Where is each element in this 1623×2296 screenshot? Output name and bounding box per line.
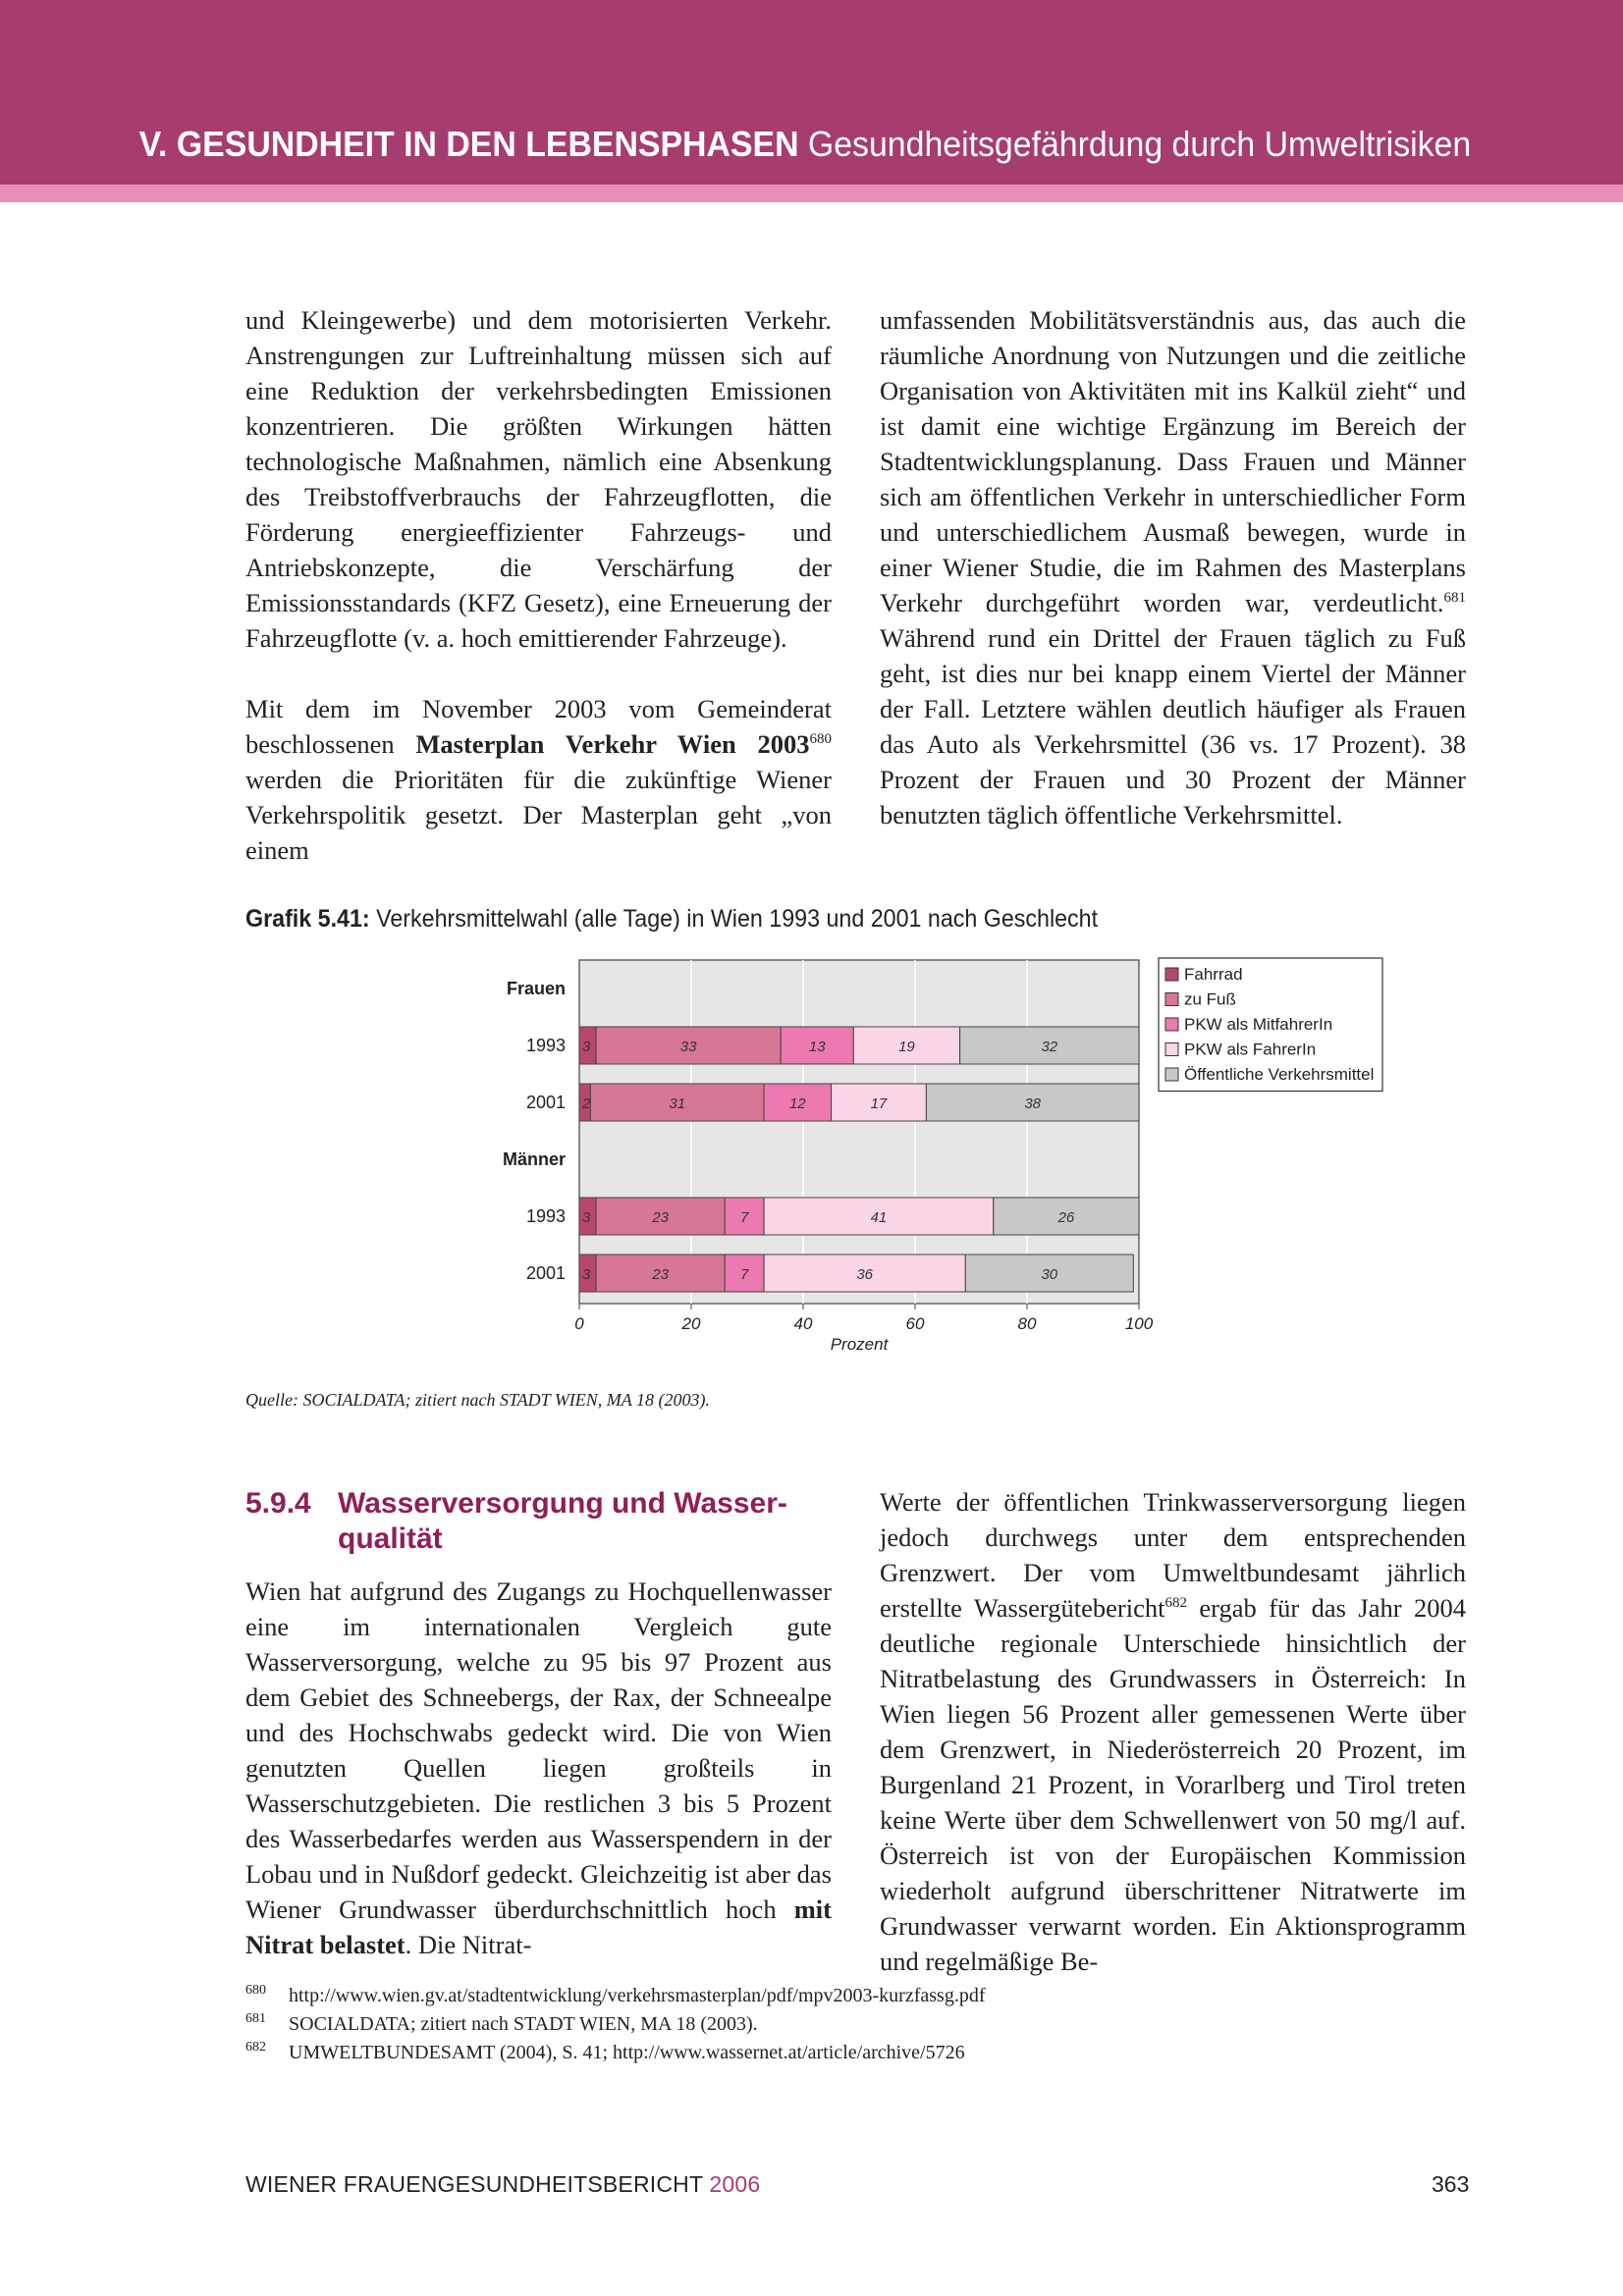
section-number: 5.9.4: [245, 1487, 311, 1520]
page-number: 363: [1432, 2171, 1470, 2197]
data-label: 3: [582, 1266, 591, 1283]
text-run: . Die Nitrat-: [405, 1930, 532, 1959]
group-label: Frauen: [506, 979, 566, 998]
data-label: 30: [1041, 1266, 1058, 1283]
text-run: Während rund ein Drittel der Frauen täglich zu Fuß geht, ist dies nur bei knapp einem Viertel der Männer der Fall. Letztere wählen deutlich häufiger als Frauen das Auto als Verkehrsmittel (36 vs. 17 Prozent). 38 Prozent der Frauen und 30 Prozent der Männer benutzten täglich öffentliche Verkehrsmittel.: [880, 623, 1466, 829]
data-label: 26: [1057, 1209, 1075, 1226]
data-label: 3: [582, 1039, 591, 1055]
text-run: werden die Prioritäten für die zukünftige Wiener Verkehrspolitik gesetzt. Der Masterplan geht „von einem: [245, 765, 832, 865]
figure-caption: [245, 905, 1098, 934]
data-label: 23: [652, 1209, 669, 1226]
data-label: 19: [898, 1039, 915, 1055]
mode-choice-chart: [491, 952, 1394, 1355]
data-label: 32: [1041, 1039, 1058, 1055]
group-label: Männer: [502, 1149, 566, 1169]
paragraph: und Kleingewerbe) und dem motorisierten Verkehr. Anstrengungen zur Luftreinhaltung müssen sich auf eine Reduktion der verkehrsbedingten Emissionen konzentrieren. Die größten Wirkungen hätten technologische Maßnahmen, nämlich eine Absenkung des Treibstoffverbrauchs der Fahrzeugflotten, die Förderung energieeffizienter Fahrzeugs- und Antriebskonzepte, die Verschärfung der Emissionsstandards (KFZ Gesetz), eine Erneuerung der Fahrzeugflotte (v. a. hoch emittierender Fahrzeuge).: [245, 305, 832, 653]
figure-label: Grafik 5.41:: [245, 905, 370, 933]
footnote-text: SOCIALDATA; zitiert nach STADT WIEN, MA 18 (2003).: [289, 2013, 758, 2035]
footnote-ref-682: 682: [1164, 1595, 1187, 1612]
data-label: 7: [739, 1209, 749, 1226]
footnote-ref-681: 681: [1443, 590, 1466, 607]
x-tick-label: 60: [905, 1314, 925, 1333]
footer-report-name: WIENER FRAUENGESUNDHEITSBERICHT: [245, 2171, 710, 2197]
footer-year: 2006: [709, 2171, 761, 2197]
masterplan-paragraph: [245, 691, 832, 868]
plot-area: [579, 960, 1139, 1304]
category-label: 2001: [525, 1263, 566, 1283]
data-label: 41: [870, 1209, 888, 1226]
x-tick-label: 40: [793, 1314, 813, 1333]
data-label: 31: [669, 1095, 686, 1112]
legend-swatch: [1165, 993, 1178, 1006]
water-paragraph: [245, 1574, 832, 1962]
bottom-right-column: [880, 1484, 1466, 1979]
data-label: 36: [856, 1266, 874, 1283]
x-tick-label: 100: [1124, 1314, 1154, 1333]
data-label: 12: [788, 1095, 806, 1112]
mobility-paragraph: [880, 302, 1466, 832]
legend-label: Fahrrad: [1184, 965, 1243, 984]
figure-source: Quelle: SOCIALDATA; zitiert nach STADT WIEN, MA 18 (2003).: [245, 1390, 710, 1410]
data-label: 2: [582, 1095, 591, 1112]
top-left-column: [245, 302, 832, 868]
legend-swatch: [1165, 1018, 1178, 1031]
footnote: [245, 2039, 985, 2067]
legend-label: PKW als MitfahrerIn: [1184, 1015, 1333, 1034]
chapter-topic: Gesundheitsgefährdung durch Umweltrisiken: [807, 124, 1471, 164]
category-label: 1993: [525, 1036, 566, 1055]
running-header: [138, 124, 1471, 165]
data-label: 38: [1024, 1095, 1042, 1112]
data-label: 23: [652, 1266, 669, 1283]
legend-swatch: [1165, 1068, 1178, 1081]
data-label: 17: [870, 1095, 888, 1112]
legend-swatch: [1165, 1043, 1178, 1056]
top-right-column: [880, 302, 1466, 832]
data-label: 7: [739, 1266, 749, 1283]
x-tick-label: 20: [681, 1314, 701, 1333]
footnote-number: 682: [245, 2040, 266, 2055]
section-title-line2: qualität: [338, 1522, 443, 1555]
text-run: ergab für das Jahr 2004 deutliche regionale Unterschiede hinsichtlich der Nitratbelastung des Grundwassers in Österreich: In Wien liegen 56 Prozent aller gemessenen Werte über dem Grenzwert, in Niederösterreich 20 Prozent, im Burgenland 21 Prozent, in Vorarlberg und Tirol treten keine Werte über dem Schwellenwert von 50 mg/l auf. Österreich ist von der Europäischen Kommission wiederholt aufgrund überschrittener Nitratwerte im Grundwasser verwarnt worden. Ein Aktionsprogramm und regelmäßige Be-: [880, 1593, 1467, 1976]
footnote: [245, 1982, 985, 2010]
text-run: Wien hat aufgrund des Zugangs zu Hochquellenwasser eine im internationalen Vergleich gute Wasserversorgung, welche zu 95 bis 97 Prozent aus dem Gebiet des Schneebergs, der Rax, der Schneealpe und des Hochschwabs gedeckt wird. Die von Wien genutzten Quellen liegen großteils in Wasserschutzgebieten. Die restlichen 3 bis 5 Prozent des Wasserbedarfes werden aus Wasserspendern in der Lobau und in Nußdorf gedeckt. Gleichzeitig ist aber das Wiener Grundwasser überdurchschnittlich hoch: [245, 1576, 832, 1924]
bottom-left-column: [245, 1574, 832, 1962]
legend-label: Öffentliche Verkehrsmittel: [1184, 1065, 1375, 1084]
section-heading: [245, 1486, 795, 1557]
footnote-text: UMWELTBUNDESAMT (2004), S. 41; http://www.wassernet.at/article/archive/5726: [289, 2042, 965, 2063]
legend-label: PKW als FahrerIn: [1184, 1040, 1317, 1059]
data-label: 33: [679, 1039, 697, 1055]
data-label: 13: [808, 1039, 826, 1055]
masterplan-emphasis: Masterplan Verkehr Wien 2003: [415, 729, 810, 759]
footer-title: [245, 2171, 760, 2198]
footnote-number: 680: [245, 1983, 266, 1998]
header-stripe: [0, 185, 1623, 202]
x-tick-label: 80: [1017, 1314, 1037, 1333]
legend-label: zu Fuß: [1184, 989, 1236, 1009]
footnote-ref-680: 680: [809, 731, 832, 748]
nitrate-paragraph: [880, 1484, 1466, 1979]
chapter-title: V. GESUNDHEIT IN DEN LEBENSPHASEN: [138, 124, 799, 164]
figure-title: Verkehrsmittelwahl (alle Tage) in Wien 1993 und 2001 nach Geschlecht: [376, 905, 1099, 933]
category-label: 1993: [525, 1206, 566, 1226]
category-label: 2001: [525, 1093, 566, 1112]
data-label: 3: [582, 1209, 591, 1226]
footnotes: [245, 1982, 985, 2067]
text-run: Mit dem im November 2003 vom Gemeinderat beschlossenen: [245, 694, 832, 759]
x-tick-label: 0: [574, 1314, 584, 1333]
footnote: [245, 2010, 985, 2039]
nitrate-emphasis: mit Nitrat belastet: [245, 1895, 832, 1959]
section-title-line1: Wasserversorgung und Wasser-: [338, 1487, 787, 1520]
x-axis-label: Prozent: [830, 1335, 889, 1354]
legend-swatch: [1165, 968, 1178, 981]
text-run: umfassenden Mobilitätsverständnis aus, das auch die räumliche Anordnung von Nutzungen und die zeitliche Organisation von Aktivitäten mit ins Kalkül zieht“ und ist damit eine wichtige Ergänzung im Bereich der Stadtentwicklungsplanung. Dass Frauen und Männer sich am öffentlichen Verkehr in unterschiedlicher Form und unterschiedlichem Ausmaß bewegen, wurde in einer Wiener Studie, die im Rahmen des Masterplans Verkehr durchgeführt worden war, verdeutlicht.: [880, 305, 1466, 617]
footnote-text: http://www.wien.gv.at/stadtentwicklung/verkehrsmasterplan/pdf/mpv2003-kurzfassg.pdf: [289, 1985, 986, 2006]
footnote-number: 681: [245, 2011, 266, 2026]
text-run: Werte der öffentlichen Trinkwasserversorgung liegen jedoch durchwegs unter dem entsprechenden Grenzwert. Der vom Umweltbundesamt jährlich erstellte Wassergütebericht: [880, 1487, 1466, 1623]
